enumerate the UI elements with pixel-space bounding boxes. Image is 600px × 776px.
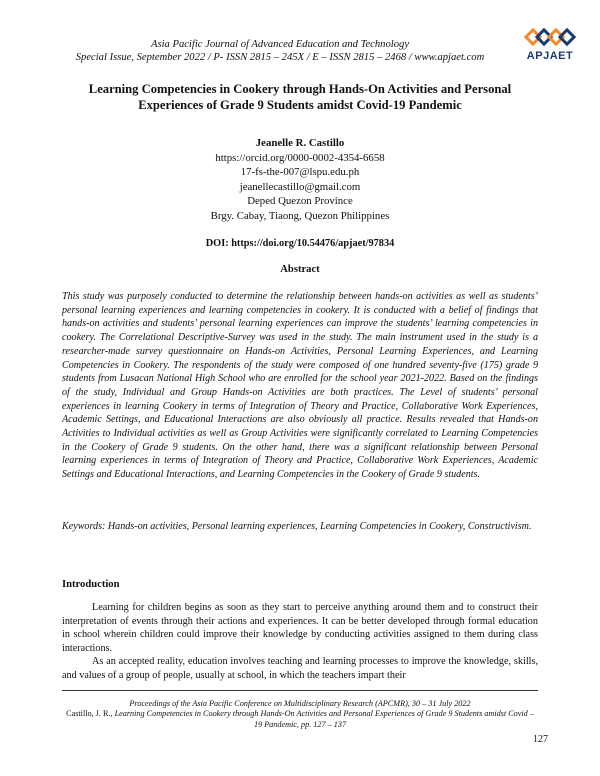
introduction-body [62, 601, 538, 683]
intro-paragraph-2: As an accepted reality, education involves teaching and learning processes to improve the knowledge, skills, and values of a group of people, usually at school, in which the teachers impart their [62, 656, 538, 681]
logo-text: APJAET [526, 50, 574, 62]
journal-header [60, 38, 500, 64]
abstract-heading: Abstract [280, 264, 320, 275]
author-email-2[interactable]: jeanellecastillo@gmail.com [239, 180, 361, 193]
footer-citation [62, 709, 538, 730]
footer-proceedings: Proceedings of the Asia Pacific Conference on Multidisciplinary Research (APCMR), 30 – 31 July 2022 [129, 699, 471, 708]
author-affiliation: Deped Quezon Province [247, 195, 353, 208]
author-orcid[interactable]: https://orcid.org/0000-0002-4354-6658 [215, 151, 385, 164]
footer [62, 699, 538, 730]
author-block [40, 136, 560, 224]
author-name: Jeanelle R. Castillo [255, 137, 345, 149]
title-line-2: Experiences of Grade 9 Students amidst Covid-19 Pandemic [138, 98, 462, 112]
author-address: Brgy. Cabay, Tiaong, Quezon Philippines [210, 209, 390, 222]
abstract-text: This study was purposely conducted to determine the relationship between hands-on activities as well as students’ personal learning experiences and learning competencies in cookery. It is conducted with a belief of findings that hands-on activities and students’ personal learning experiences can improve the students’ learning competencies in cookery. The Correlational Descriptive-Survey was used in the study. The main instrument used in the study is a researcher-made survey questionnaire on Hands-on Activities, Personal Learning Experiences, and Learning Competencies in Cookery. The respondents of the study were composed of one hundred seventy-five (175) grade 9 students from Lusacan National High School who are enrolled for the school year 2021-2022. Based on the findings of the study, Individual and Group Hands-on Activities are both practices. The Level of students’ personal experiences in learning Cookery in terms of Integration of Theory and Practice, Collaborative Work Experiences, Academic Settings, and Educational Interactions are also obviously all practice. Results revealed that Hands-on Activities to Individual activities as well as Group Activities were significantly correlated to Learning Competencies in the Cookery of Grade 9 students. On the other hand, there was a significant relationship between Personal learning experiences in terms of Integration of Theory and Practice, Collaborative Work Experiences, Academic Settings and Educational Interactions, and Learning Competencies in the Cookery of Grade 9 students. [62, 291, 538, 481]
author-email-1[interactable]: 17-fs-the-007@lspu.edu.ph [240, 166, 360, 179]
paper-title [40, 81, 560, 113]
keywords: Keywords: Hands-on activities, Personal learning experiences, Learning Competencies in Cookery, Constructivism. [62, 521, 532, 532]
page-number: 127 [533, 734, 548, 745]
footer-divider [62, 690, 538, 691]
title-line-1: Learning Competencies in Cookery through Hands-On Activities and Personal [88, 82, 512, 96]
intro-paragraph-1: Learning for children begins as soon as they start to perceive anything around them and to construct their interpretation of events through their actions and experiences. It can be better developed through formal education in school wherein children could improve their knowledge by conducting activities assigned to them during class interactions. [62, 602, 538, 654]
introduction-heading: Introduction [62, 579, 120, 590]
footer-citation-title: Learning Competencies in Cookery through Hands-On Activities and Personal Experiences of Grade 9 Students amidst Covid – 19 Pandemic, pp. 127 – 137 [114, 709, 534, 729]
doi-link[interactable]: DOI: https://doi.org/10.54476/apjaet/97834 [205, 238, 395, 249]
journal-name: Asia Pacific Journal of Advanced Education and Technology [150, 39, 410, 50]
footer-citation-author: Castillo, J. R., [66, 709, 115, 719]
issue-line: Special Issue, September 2022 / P- ISSN 2815 – 245X / E – ISSN 2815 – 2468 / www.apjaet.com [75, 52, 485, 63]
